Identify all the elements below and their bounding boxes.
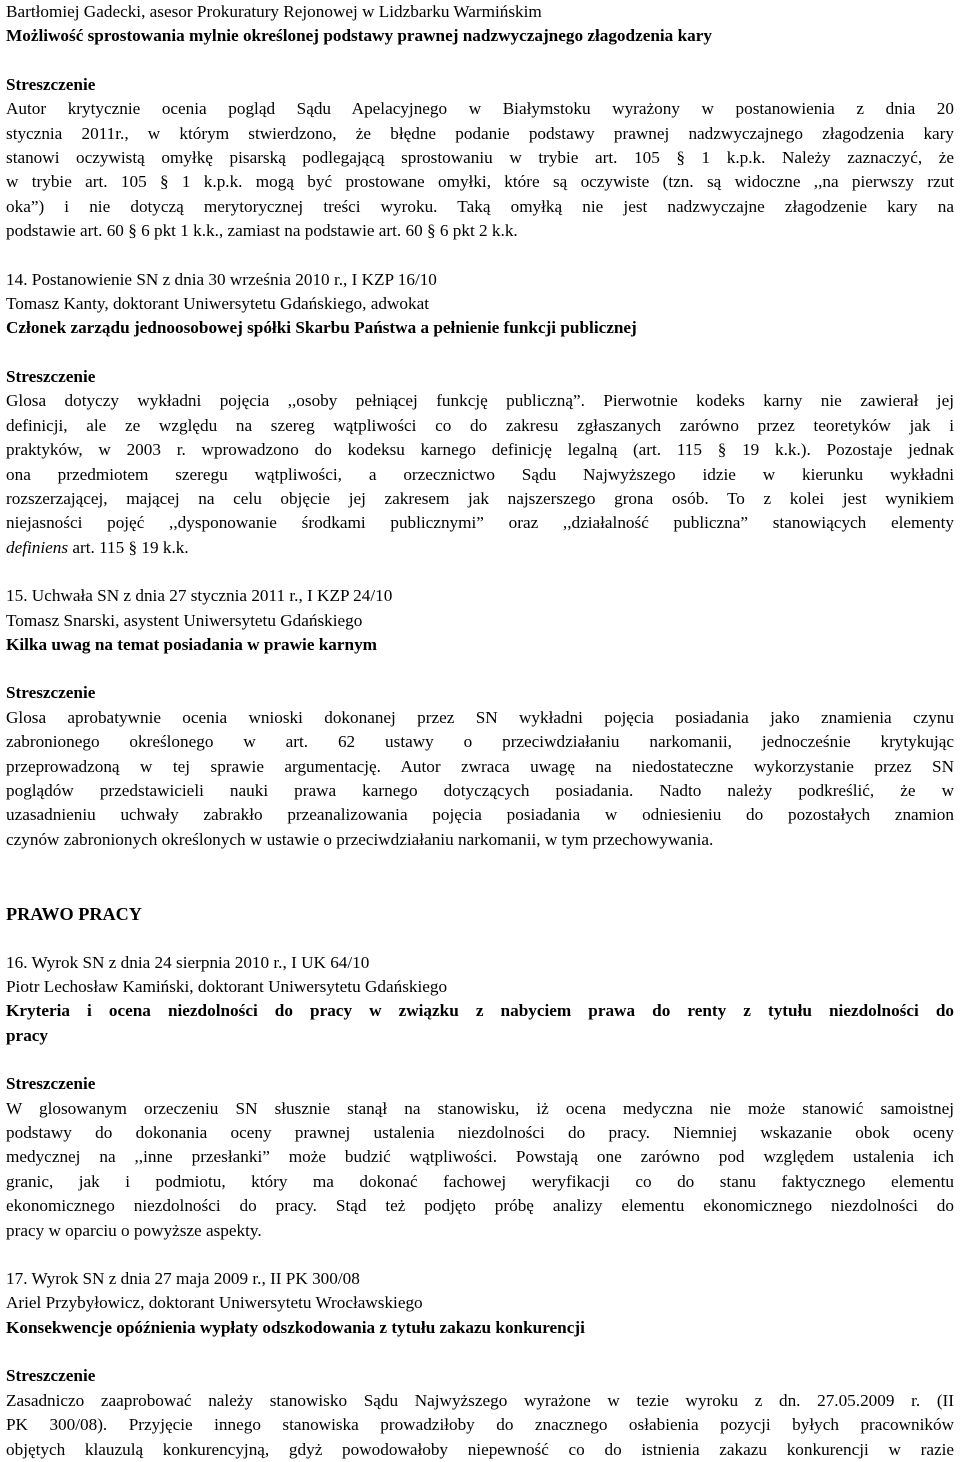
abstract-line: pracy w oparciu o powyższe aspekty. [6, 1220, 262, 1240]
entry-title: Konsekwencje opóźnienia wypłaty odszkodowania z tytułu zakazu konkurencji [6, 1317, 585, 1337]
abstract-line: definicji, ale ze względu na szereg wątpliwości co do zakresu zgłaszanych zarówno przez teoretyków jak i [6, 415, 954, 435]
entry [6, 584, 954, 852]
abstract-line: medycznej na ,,inne przesłanki” może budzić wątpliwości. Powstają one zarówno pod względem ustalenia ich [6, 1147, 954, 1167]
entry [6, 268, 954, 560]
abstract-line: W glosowanym orzeczeniu SN słusznie stanął na stanowisku, iż ocena medyczna nie może stanowić samoistnej [6, 1098, 954, 1118]
abstract-line: przeprowadzoną w tej sprawie argumentację. Autor zwraca uwagę na niedostateczne wykorzystanie przez SN [6, 756, 954, 776]
abstract-label: Streszczenie [6, 1074, 96, 1094]
entry-author: Bartłomiej Gadecki, asesor Prokuratury Rejonowej w Lidzbarku Warmińskim [6, 2, 542, 21]
abstract-line: zabronionego określonego w art. 62 ustawy o przeciwdziałaniu narkomanii, jednocześnie krytykując [6, 732, 954, 752]
entry-author: Ariel Przybyłowicz, doktorant Uniwersytetu Wrocławskiego [6, 1293, 423, 1313]
abstract-line: czynów zabronionych określonych w ustawie o przeciwdziałaniu narkomanii, w tym przechowywania. [6, 829, 714, 849]
abstract-label: Streszczenie [6, 74, 96, 94]
abstract-line: PK 300/08). Przyjęcie innego stanowiska prowadziłoby do znacznego osłabienia pozycji byłych pracowników [6, 1415, 954, 1435]
abstract-line: granic, jak i podmiotu, który ma dokonać fachowej weryfikacji co do stanu faktycznego elementu [6, 1171, 954, 1191]
abstract-line: uzasadnieniu uchwały zabrakło przeanalizowania pojęcia posiadania w odniesieniu do pozostałych znamion [6, 805, 954, 825]
abstract-line [6, 536, 954, 560]
abstract-line: Autor krytycznie ocenia pogląd Sądu Apelacyjnego w Białymstoku wyrażony w postanowienia z dnia 20 [6, 99, 954, 119]
entry-title: Kryteria i ocena niezdolności do pracy w związku z nabyciem prawa do renty z tytułu niezdolności do [6, 1001, 954, 1021]
abstract-line: poglądów przedstawicieli nauki prawa karnego dotyczących posiadania. Nadto należy podkreślić, że w [6, 780, 954, 800]
abstract-line: Glosa dotyczy wykładni pojęcia ,,osoby pełniącej funkcję publiczną”. Pierwotnie kodeks karny nie zawierał jej [6, 391, 954, 411]
abstract-line: objętych klauzulą konkurencyjną, gdyż powodowałoby niepewność co do istnienia zakazu konkurencji w razie [6, 1439, 954, 1459]
entry-author: Piotr Lechosław Kamiński, doktorant Uniwersytetu Gdańskiego [6, 977, 448, 996]
abstract-line: w trybie art. 105 § 1 k.p.k. mogą być prostowane omyłki, które są oczywiste (tzn. są widoczne ,,na pierwszy rzut [6, 172, 954, 192]
entry-author: Tomasz Snarski, asystent Uniwersytetu Gdańskiego [6, 610, 363, 630]
entry [6, 951, 954, 1243]
italic-term: definiens [6, 537, 69, 557]
entry-title: Możliwość sprostowania mylnie określonej podstawy prawnej nadzwyczajnego złagodzenia kary [6, 26, 712, 46]
abstract-label: Streszczenie [6, 683, 96, 703]
abstract-line: podstawie art. 60 § 6 pkt 1 k.k., zamiast na podstawie art. 60 § 6 pkt 2 k.k. [6, 221, 518, 241]
entry-ruling: 16. Wyrok SN z dnia 24 sierpnia 2010 r., I UK 64/10 [6, 952, 370, 972]
abstract-line: praktyków, w 2003 r. wprowadzono do kodeksu karnego definicję legalną (art. 115 § 19 k.k.). Pozostaje jednak [6, 440, 954, 460]
entry-ruling: 17. Wyrok SN z dnia 27 maja 2009 r., II PK 300/08 [6, 1269, 360, 1289]
abstract-line: Glosa aprobatywnie ocenia wnioski dokonanej przez SN wykładni pojęcia posiadania jako znamienia czynu [6, 707, 954, 727]
abstract-line: podstawy do dokonania oceny prawnej ustalenia niezdolności do pracy. Niemniej wskazanie obok oceny [6, 1123, 954, 1143]
abstract-label: Streszczenie [6, 366, 96, 386]
abstract-line: niejasności pojęć ,,dysponowanie środkami publicznymi” oraz ,,działalność publiczna” stanowiących elementy [6, 513, 954, 533]
entry-ruling: 15. Uchwała SN z dnia 27 stycznia 2011 r., I KZP 24/10 [6, 586, 393, 606]
entry [6, 0, 954, 244]
entry-author: Tomasz Kanty, doktorant Uniwersytetu Gdańskiego, adwokat [6, 294, 429, 314]
entry-title: Kilka uwag na temat posiadania w prawie karnym [6, 634, 377, 654]
abstract-line: ona przedmiotem szeregu wątpliwości, a orzecznictwo Sądu Najwyższego idzie w kierunku wykładni [6, 464, 954, 484]
abstract-line: stycznia 2011r., w którym stwierdzono, że błędne podanie podstawy prawnej nadzwyczajnego złagodzenia kary [6, 123, 954, 143]
abstract-line: rozszerzającej, mającej na celu objęcie jej zakresem jak najszerszego grona osób. To z kolei jest wynikiem [6, 488, 954, 508]
entry [6, 1267, 954, 1462]
abstract-line: Zasadniczo zaaprobować należy stanowisko Sądu Najwyższego wyrażone w tezie wyroku z dn. 27.05.2009 r. (II [6, 1390, 954, 1410]
entry-ruling: 14. Postanowienie SN z dnia 30 września 2010 r., I KZP 16/10 [6, 269, 437, 289]
abstract-line-rest: art. 115 § 19 k.k. [68, 537, 189, 557]
abstract-line: ekonomicznego niezdolności do pracy. Stąd też podjęto próbę analizy elementu ekonomicznego niezdolności do [6, 1196, 954, 1216]
section-heading: PRAWO PRACY [6, 904, 142, 925]
entry-title: Członek zarządu jednoosobowej spółki Skarbu Państwa a pełnienie funkcji publicznej [6, 318, 637, 338]
abstract-line: oka”) i nie dotyczą merytorycznej treści wyroku. Taką omyłką nie jest nadzwyczajne złagodzenie kary na [6, 196, 954, 216]
abstract-line: stanowi oczywistą omyłkę pisarską podlegającą sprostowaniu w trybie art. 105 § 1 k.p.k. Należy zaznaczyć, że [6, 148, 954, 168]
entry-title: pracy [6, 1025, 49, 1045]
abstract-label: Streszczenie [6, 1366, 96, 1386]
